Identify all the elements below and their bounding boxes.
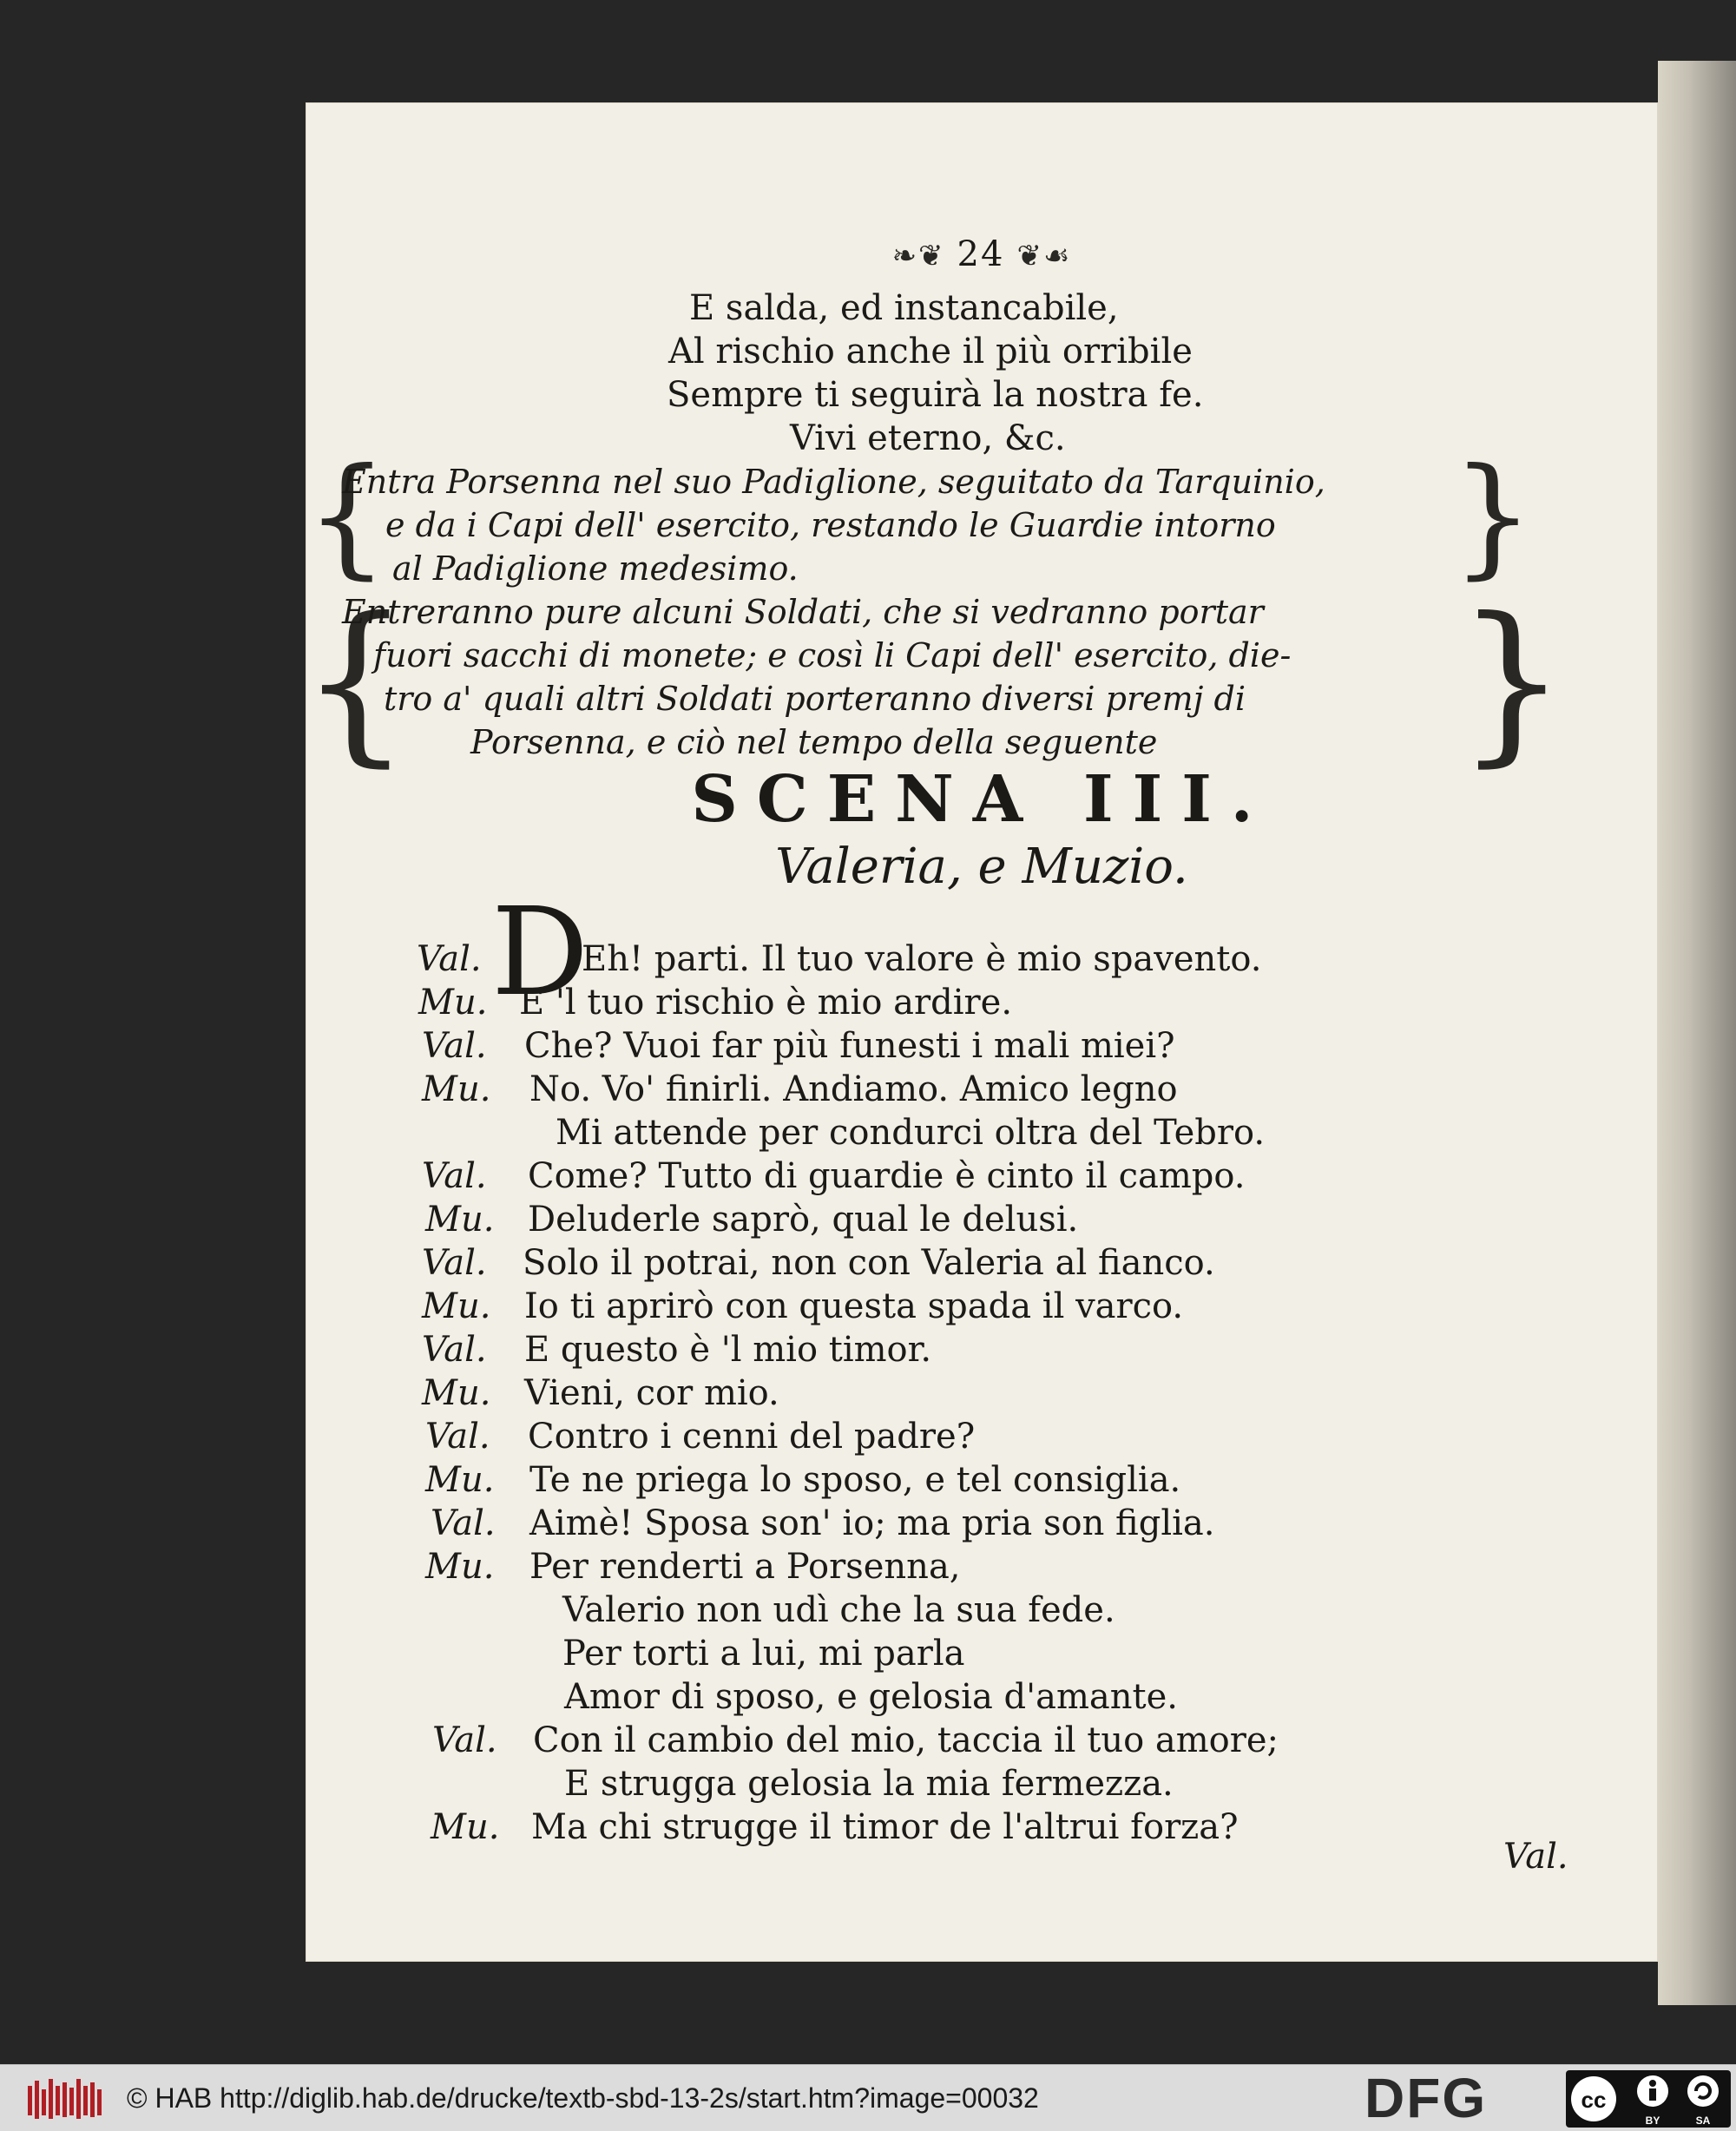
speaker-label: Mu. xyxy=(422,1286,491,1326)
license-by-label: BY xyxy=(1645,2115,1660,2127)
scene-title: SCENA III. xyxy=(691,762,1272,837)
page-header xyxy=(306,234,1658,274)
dialogue-line: Aimè! Sposa son' io; ma pria son figlia. xyxy=(529,1503,1215,1543)
left-brace-icon: { xyxy=(306,441,389,592)
dialogue-line: Ma chi strugge il timor de l'altrui forza? xyxy=(531,1807,1239,1847)
dialogue-line: Valerio non udì che la sua fede. xyxy=(562,1590,1115,1630)
stage-direction-line: e da i Capi dell' esercito, restando le Guardie intorno xyxy=(385,506,1276,544)
scene-characters: Valeria, e Muzio. xyxy=(775,839,1188,895)
speaker-label: Val. xyxy=(422,1026,487,1066)
book-page xyxy=(300,102,1658,1962)
speaker-label: Mu. xyxy=(425,1460,495,1500)
speaker-label: Val. xyxy=(417,939,482,979)
speaker-label: Val. xyxy=(431,1503,496,1543)
stage-direction-line: al Padiglione medesimo. xyxy=(392,549,799,588)
speaker-label: Val. xyxy=(422,1243,487,1283)
speaker-label: Mu. xyxy=(418,983,488,1023)
dialogue-line: Solo il potrai, non con Valeria al fianco. xyxy=(523,1243,1215,1283)
right-brace-icon: } xyxy=(1457,581,1568,783)
dfg-logo: DFG xyxy=(1364,2067,1488,2129)
stage-direction-line: Porsenna, e ciò nel tempo della seguente xyxy=(470,723,1158,761)
cc-by-sa-icon xyxy=(1566,2070,1731,2128)
dialogue-line: Per torti a lui, mi parla xyxy=(562,1634,965,1674)
dialogue-line: Contro i cenni del padre? xyxy=(528,1417,976,1457)
dialogue-line: Te ne priega lo sposo, e tel consiglia. xyxy=(529,1460,1181,1500)
verse-line: Al rischio anche il più orribile xyxy=(668,332,1193,372)
verse-line: Vivi eterno, &c. xyxy=(790,418,1066,458)
verse-line: E salda, ed instancabile, xyxy=(689,288,1119,328)
license-badge[interactable] xyxy=(1566,2070,1731,2128)
dialogue-line: E strugga gelosia la mia fermezza. xyxy=(564,1764,1174,1804)
speaker-label: Val. xyxy=(425,1417,490,1457)
dialogue-line: Come? Tutto di guardie è cinto il campo. xyxy=(528,1156,1246,1196)
speaker-label: Val. xyxy=(432,1720,497,1760)
speaker-label: Mu. xyxy=(425,1547,495,1587)
speaker-label: Mu. xyxy=(425,1200,495,1240)
dialogue-line: Eh! parti. Il tuo valore è mio spavento. xyxy=(582,939,1262,979)
speaker-label: Mu. xyxy=(431,1807,500,1847)
dialogue-line: Deluderle saprò, qual le delusi. xyxy=(528,1200,1079,1240)
stage-direction-line: tro a' quali altri Soldati porteranno diversi premj di xyxy=(384,680,1246,718)
hab-logo-icon xyxy=(26,2077,104,2121)
verse-line: Sempre ti seguirà la nostra fe. xyxy=(667,375,1204,415)
dialogue-line: Con il cambio del mio, taccia il tuo amore; xyxy=(533,1720,1279,1760)
license-sa-label: SA xyxy=(1695,2115,1711,2127)
ornament-right-icon: ❦☙ xyxy=(1016,239,1072,273)
page-number: 24 xyxy=(957,234,1005,274)
source-url[interactable]: © HAB http://diglib.hab.de/drucke/textb-sbd-13-2s/start.htm?image=00032 xyxy=(127,2082,1039,2114)
dialogue-line: Mi attende per condurci oltra del Tebro. xyxy=(556,1113,1266,1153)
dialogue-line: No. Vo' finirli. Andiamo. Amico legno xyxy=(529,1069,1178,1109)
viewer-footer xyxy=(0,2064,1736,2131)
speaker-label: Val. xyxy=(422,1156,487,1196)
speaker-label: Mu. xyxy=(422,1373,491,1413)
dialogue-line: E 'l tuo rischio è mio ardire. xyxy=(519,983,1013,1023)
speaker-label: Mu. xyxy=(422,1069,491,1109)
drop-cap: D xyxy=(491,882,589,1023)
stage-direction-line: Entreranno pure alcuni Soldati, che si vedranno portar xyxy=(342,593,1264,631)
dialogue-line: Amor di sposo, e gelosia d'amante. xyxy=(564,1677,1178,1717)
svg-text:cc: cc xyxy=(1581,2087,1607,2113)
dialogue-line: E questo è 'l mio timor. xyxy=(524,1330,932,1370)
dialogue-line: Per renderti a Porsenna, xyxy=(529,1547,961,1587)
ornament-left-icon: ❧❦ xyxy=(891,239,945,273)
dialogue-line: Che? Vuoi far più funesti i mali miei? xyxy=(524,1026,1175,1066)
catchword: Val. xyxy=(1503,1837,1568,1877)
dialogue-line: Vieni, cor mio. xyxy=(524,1373,779,1413)
left-brace-icon: { xyxy=(300,581,411,783)
page-edge xyxy=(1658,61,1736,2005)
stage-direction-line: Entra Porsenna nel suo Padiglione, seguitato da Tarquinio, xyxy=(342,463,1325,501)
speaker-label: Val. xyxy=(422,1330,487,1370)
stage-direction-line: fuori sacchi di monete; e così li Capi dell' esercito, die- xyxy=(373,636,1292,674)
right-brace-icon: } xyxy=(1451,441,1535,592)
dialogue-line: Io ti aprirò con questa spada il varco. xyxy=(524,1286,1184,1326)
